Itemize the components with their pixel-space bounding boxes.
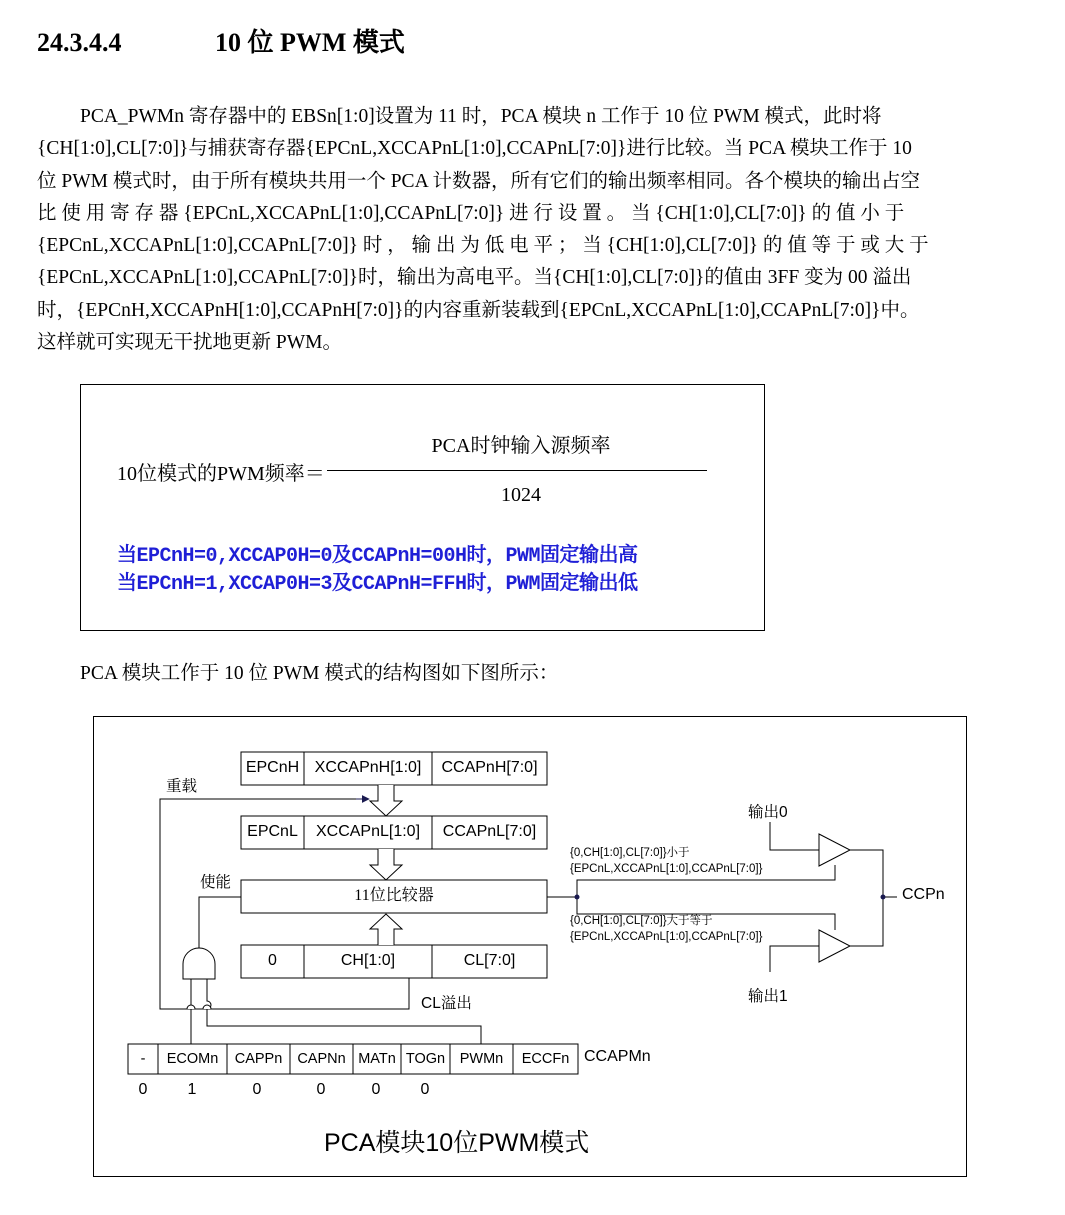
condition-ge-line2: {EPCnL,XCCAPnL[1:0],CCAPnL[7:0]} [570, 931, 763, 943]
paragraph-line: 时，{EPCnH,XCCAPnH[1:0],CCAPnH[7:0]}的内容重新装载到{EPCnL,XCCAPnL[1:0],CCAPnL[7:0]}中。 [37, 299, 920, 321]
paragraph-line: 这样就可实现无干扰地更新 PWM。 [37, 332, 342, 354]
reload-label: 重载 [166, 778, 198, 795]
counter-zero: 0 [268, 952, 277, 969]
ccapm-bit-eccfn: ECCFn [521, 1051, 570, 1067]
paragraph-line: {CH[1:0],CL[7:0]}与捕获寄存器{EPCnL,XCCAPnL[1:0],CCAPnL[7:0]}进行比较。当 PCA 模块工作于 10 [37, 138, 912, 160]
reg-high-epcnh: EPCnH [245, 759, 300, 776]
description-paragraph [37, 101, 1022, 359]
ccpn-label: CCPn [902, 886, 945, 903]
ccapm-bit-cappn: CAPPn [234, 1051, 283, 1067]
section-heading [37, 22, 405, 59]
ccapm-bit-matn: MATn [358, 1051, 396, 1067]
ccapm-value: 0 [371, 1081, 381, 1098]
section-title: 10 位 PWM 模式 [215, 28, 405, 57]
ccapm-bit-togn: TOGn [405, 1051, 446, 1067]
paragraph-line: 位 PWM 模式时，由于所有模块共用一个 PCA 计数器，所有它们的输出频率相同。各个模块的输出占空 [37, 170, 920, 192]
condition-ge-line1: {0,CH[1:0],CL[7:0]}大于等于 [570, 915, 713, 927]
reg-low-ccapnl: CCAPnL[7:0] [442, 823, 537, 840]
ccapm-value: 0 [252, 1081, 262, 1098]
ccapm-bit-ecomn: ECOMn [166, 1051, 219, 1067]
enable-label: 使能 [200, 874, 232, 891]
diagram-caption: PCA模块10位PWM模式 [324, 1129, 590, 1157]
ccapm-value: 0 [316, 1081, 326, 1098]
formula-lhs: 10位模式的PWM频率＝ [117, 463, 325, 485]
counter-cl: CL[7:0] [463, 952, 516, 969]
output-0-label: 输出0 [748, 804, 788, 821]
reg-low-xccapnl: XCCAPnL[1:0] [315, 823, 421, 840]
pwm-frequency-formula-box [80, 384, 765, 631]
ccapm-bit-capnn: CAPNn [297, 1051, 346, 1067]
reg-high-ccapnh: CCAPnH[7:0] [441, 759, 538, 776]
condition-less-line2: {EPCnL,XCCAPnL[1:0],CCAPnL[7:0]} [570, 863, 763, 875]
reg-high-xccapnh: XCCAPnH[1:0] [314, 759, 422, 776]
output-1-label: 输出1 [748, 988, 788, 1005]
comparator-label: 11位比较器 [354, 887, 434, 904]
paragraph-line: PCA_PWMn 寄存器中的 EBSn[1:0]设置为 11 时，PCA 模块 n 工作于 10 位 PWM 模式，此时将 [80, 106, 882, 127]
fraction-bar [327, 470, 707, 471]
paragraph-line: {EPCnL,XCCAPnL[1:0],CCAPnL[7:0]} 时 ， 输 出 为 低 电 平 ； 当 {CH[1:0],CL[7:0]} 的 值 等 于 或 大 于 [37, 235, 929, 257]
formula-denominator: 1024 [501, 484, 541, 506]
formula-note-low: 当EPCnH=1,XCCAP0H=3及CCAPnH=FFH时，PWM固定输出低 [117, 573, 638, 596]
condition-less-line1: {0,CH[1:0],CL[7:0]}小于 [570, 847, 690, 859]
diagram-intro: PCA 模块工作于 10 位 PWM 模式的结构图如下图所示： [80, 663, 559, 684]
ccapm-bit-pwmn: PWMn [459, 1051, 504, 1067]
ccapm-value: 0 [420, 1081, 430, 1098]
paragraph-line: {EPCnL,XCCAPnL[1:0],CCAPnL[7:0]}时，输出为高电平。当{CH[1:0],CL[7:0]}的值由 3FF 变为 00 溢出 [37, 267, 912, 289]
paragraph-line: 比 使 用 寄 存 器 {EPCnL,XCCAPnL[1:0],CCAPnL[7:0]} 进 行 设 置 。 当 {CH[1:0],CL[7:0]} 的 值 小 于 [37, 202, 905, 224]
reg-low-epcnl: EPCnL [247, 823, 298, 840]
section-number: 24.3.4.4 [37, 28, 122, 57]
pwm-structure-diagram [93, 716, 967, 1177]
ccapm-bit-reserved: - [140, 1051, 146, 1067]
formula-note-high: 当EPCnH=0,XCCAP0H=0及CCAPnH=00H时，PWM固定输出高 [117, 545, 638, 568]
cl-overflow-label: CL溢出 [421, 995, 472, 1012]
formula-numerator: PCA时钟输入源频率 [431, 435, 611, 457]
counter-ch: CH[1:0] [340, 952, 396, 969]
ccapm-value: 0 [138, 1081, 148, 1098]
ccapm-value: 1 [187, 1081, 197, 1098]
ccapmn-register-name: CCAPMn [584, 1048, 651, 1065]
